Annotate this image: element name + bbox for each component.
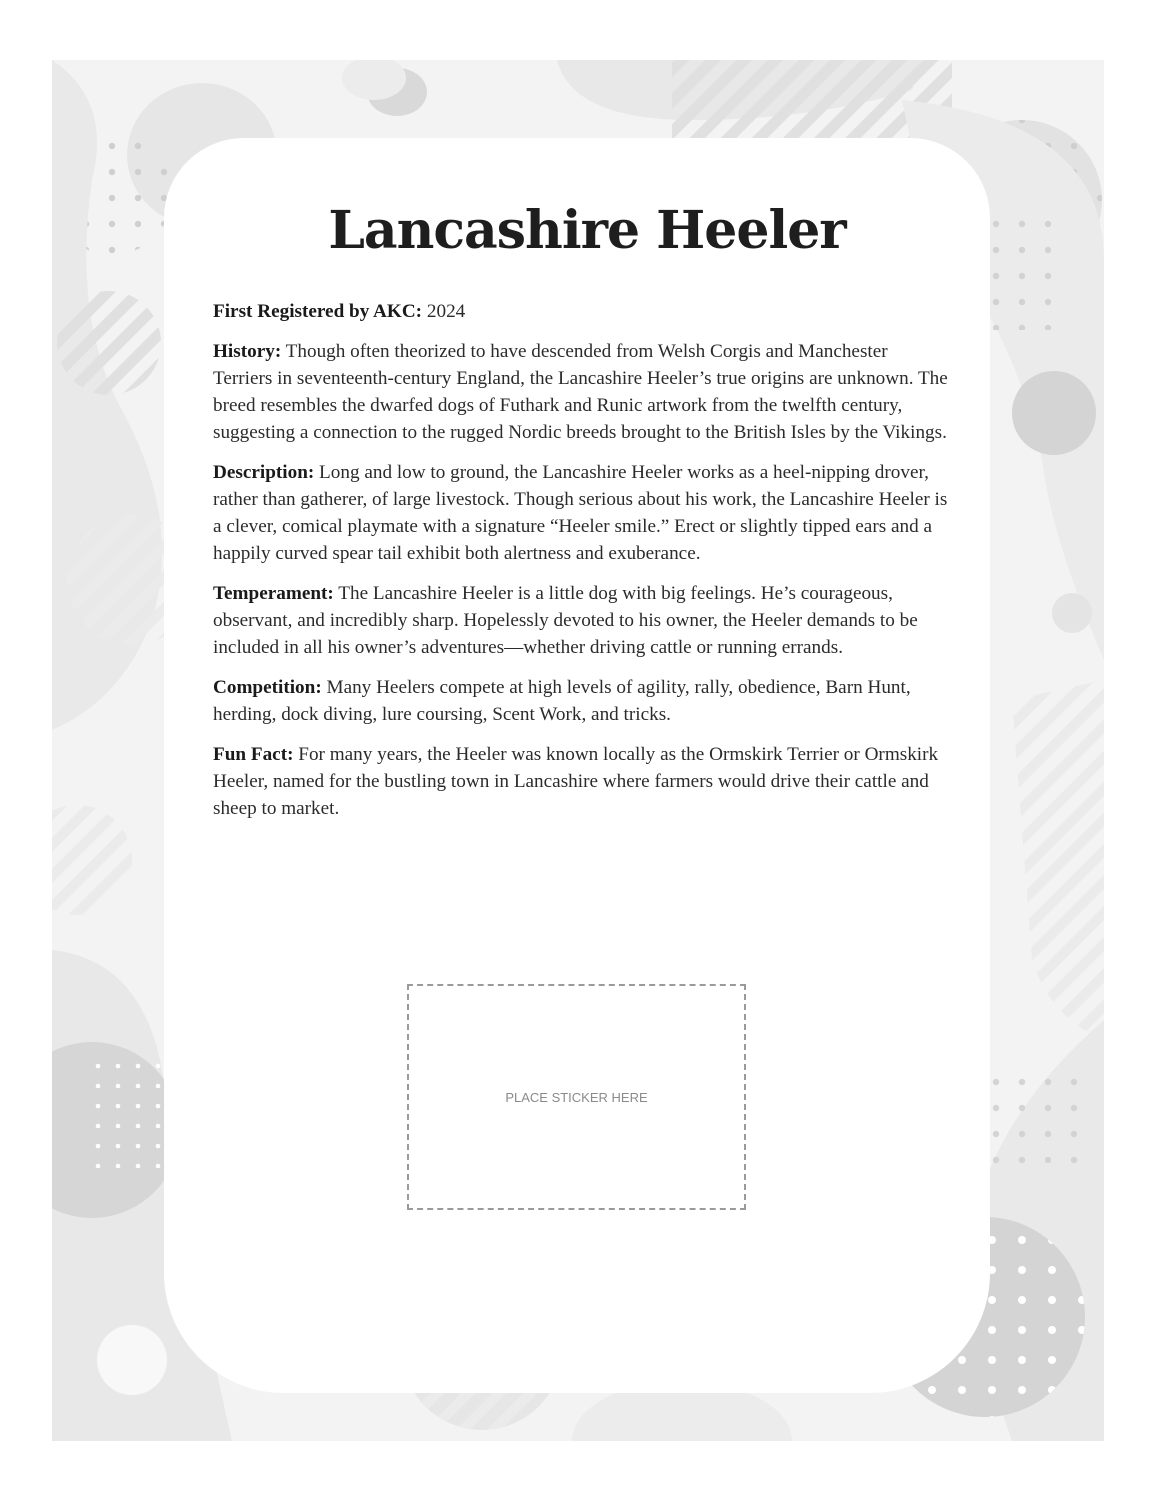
section-text: Though often theorized to have descended from Welsh Corgis and Manchester Terriers in seventeenth-century England, the Lancashire Heeler’s true origins are unknown. The breed resembles the dwarfed dogs of Futhark and Runic artwork from the twelfth century, suggesting a connection to the rugged Nordic breeds brought to the British Isles by the Vikings. <box>213 341 948 443</box>
dot-pattern <box>972 1060 1092 1170</box>
section-label: First Registered by AKC: <box>213 301 423 322</box>
section-label: Description: <box>213 462 315 483</box>
description-paragraph <box>213 459 948 567</box>
fun-fact-paragraph <box>213 741 948 822</box>
section-text: 2024 <box>426 301 466 322</box>
stripe-pattern <box>1012 680 1104 1040</box>
temperament-paragraph <box>213 580 948 661</box>
registration-paragraph <box>213 298 948 325</box>
section-text: For many years, the Heeler was known locally as the Ormskirk Terrier or Ormskirk Heeler, named for the bustling town in Lancashire where farmers would drive their cattle and sheep to market. <box>213 744 939 819</box>
section-text: Many Heelers compete at high levels of agility, rally, obedience, Barn Hunt, herding, dock diving, lure coursing, Scent Work, and tricks. <box>213 677 911 725</box>
sticker-placeholder <box>407 984 746 1210</box>
blob-shape <box>1052 593 1092 633</box>
breed-info <box>213 298 948 835</box>
competition-paragraph <box>213 674 948 728</box>
stripe-pattern <box>57 291 161 395</box>
section-text: The Lancashire Heeler is a little dog with big feelings. He’s courageous, observant, and incredibly sharp. Hopelessly devoted to his owner, the Heeler demands to be included in all his owner’s adventures—whether driving cattle or running errands. <box>213 583 918 658</box>
section-label: History: <box>213 341 282 362</box>
history-paragraph <box>213 338 948 446</box>
section-label: Fun Fact: <box>213 744 294 765</box>
blob-shape <box>97 1325 167 1395</box>
section-text: Long and low to ground, the Lancashire Heeler works as a heel-nipping drover, rather than gatherer, of large livestock. Though serious about his work, the Lancashire Heeler is a clever, comical playmate with a signature “Heeler smile.” Erect or slightly tipped ears and a happily curved spear tail exhibit both alertness and exuberance. <box>213 462 948 564</box>
stripe-pattern <box>52 805 132 915</box>
blob-shape <box>1012 371 1096 455</box>
section-label: Competition: <box>213 677 322 698</box>
section-label: Temperament: <box>213 583 334 604</box>
page-title: Lancashire Heeler <box>328 200 846 261</box>
sticker-label: PLACE STICKER HERE <box>505 1089 648 1105</box>
